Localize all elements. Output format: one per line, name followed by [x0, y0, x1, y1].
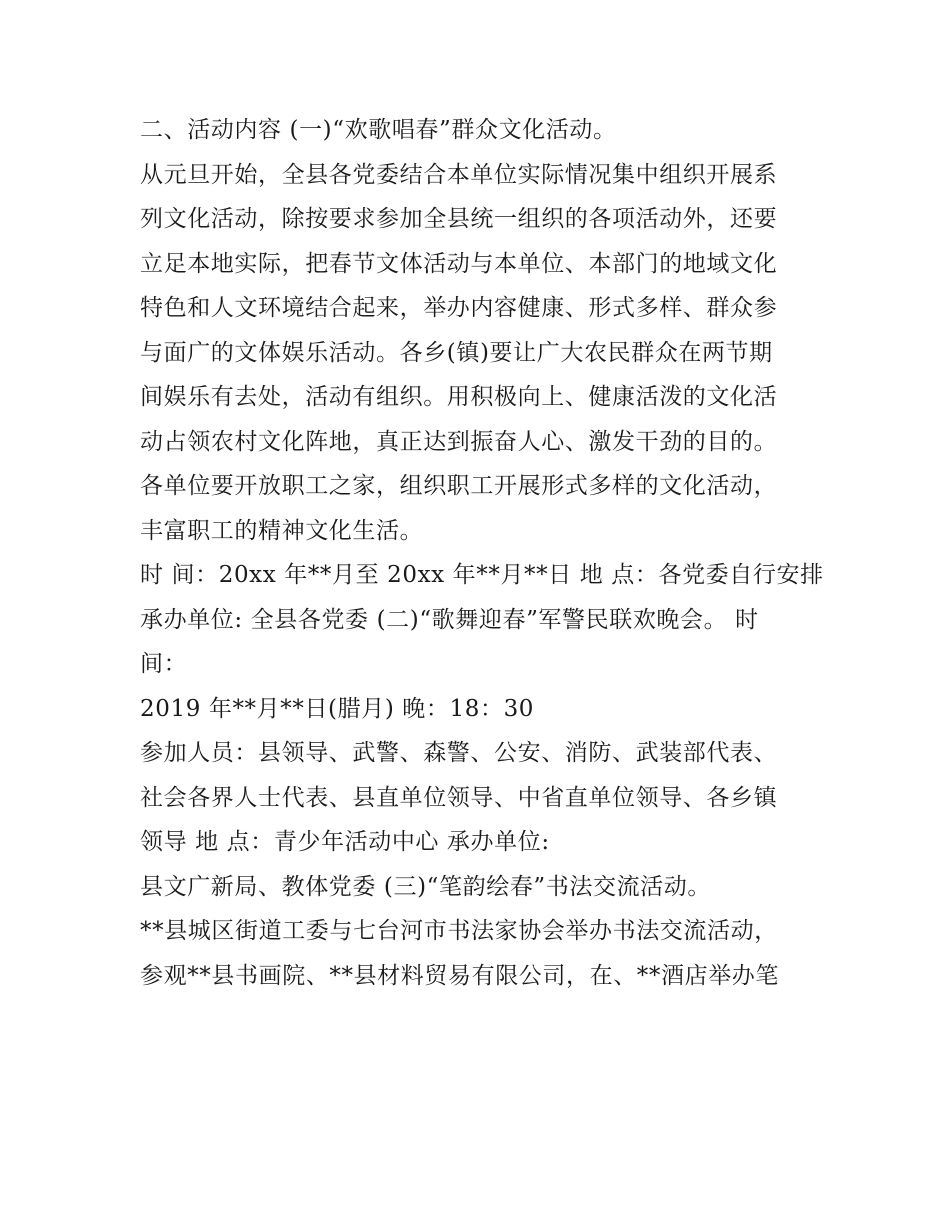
text-line: 县文广新局、教体党委 (三)“笔韵绘春”书法交流活动。 — [140, 873, 711, 900]
text-line: 2019 年**月**日(腊月) 晚：18：30 — [140, 695, 535, 722]
text-line: 社会各界人士代表、县直单位领导、中省直单位领导、各乡镇 — [140, 784, 778, 811]
text-line: 参加人员：县领导、武警、森警、公安、消防、武装部代表、 — [140, 740, 778, 766]
text-line: 动占领农村文化阵地，真正达到振奋人心、激发干劲的目的。 — [140, 428, 778, 455]
text-line: 领导 地 点：青少年活动中心 承办单位: — [140, 829, 550, 855]
text-line: 列文化活动，除按要求参加全县统一组织的各项活动外，还要 — [140, 206, 778, 232]
text-line: 立足本地实际，把春节文体活动与本单位、本部门的地域文化 — [140, 250, 778, 277]
text-line: 参观**县书画院、**县材料贸易有限公司，在、**酒店举办笔 — [140, 962, 779, 989]
text-line: 各单位要开放职工之家，组织职工开展形式多样的文化活动， — [140, 473, 778, 499]
text-line: 与面广的文体娱乐活动。各乡(镇)要让广大农民群众在两节期 — [140, 339, 773, 366]
text-line: 间娱乐有去处，活动有组织。用积极向上、健康活泼的文化活 — [140, 384, 778, 410]
text-line: 二、活动内容 (一)“欢歌唱春”群众文化活动。 — [140, 117, 617, 143]
text-line: 丰富职工的精神文化生活。 — [140, 517, 424, 544]
text-line: 从元旦开始，全县各党委结合本单位实际情况集中组织开展系 — [140, 161, 778, 188]
text-line: 时 间：20xx 年**月至 20xx 年**月**日 地 点：各党委自行安排 — [140, 562, 824, 588]
document-body — [140, 108, 824, 998]
text-line: 特色和人文环境结合起来，举办内容健康、形式多样、群众参 — [140, 295, 778, 321]
text-line: 承办单位: 全县各党委 (二)“歌舞迎春”军警民联欢晚会。 时 — [140, 606, 759, 633]
text-line: 间： — [140, 651, 188, 677]
text-line: **县城区街道工委与七台河市书法家协会举办书法交流活动， — [140, 918, 778, 944]
